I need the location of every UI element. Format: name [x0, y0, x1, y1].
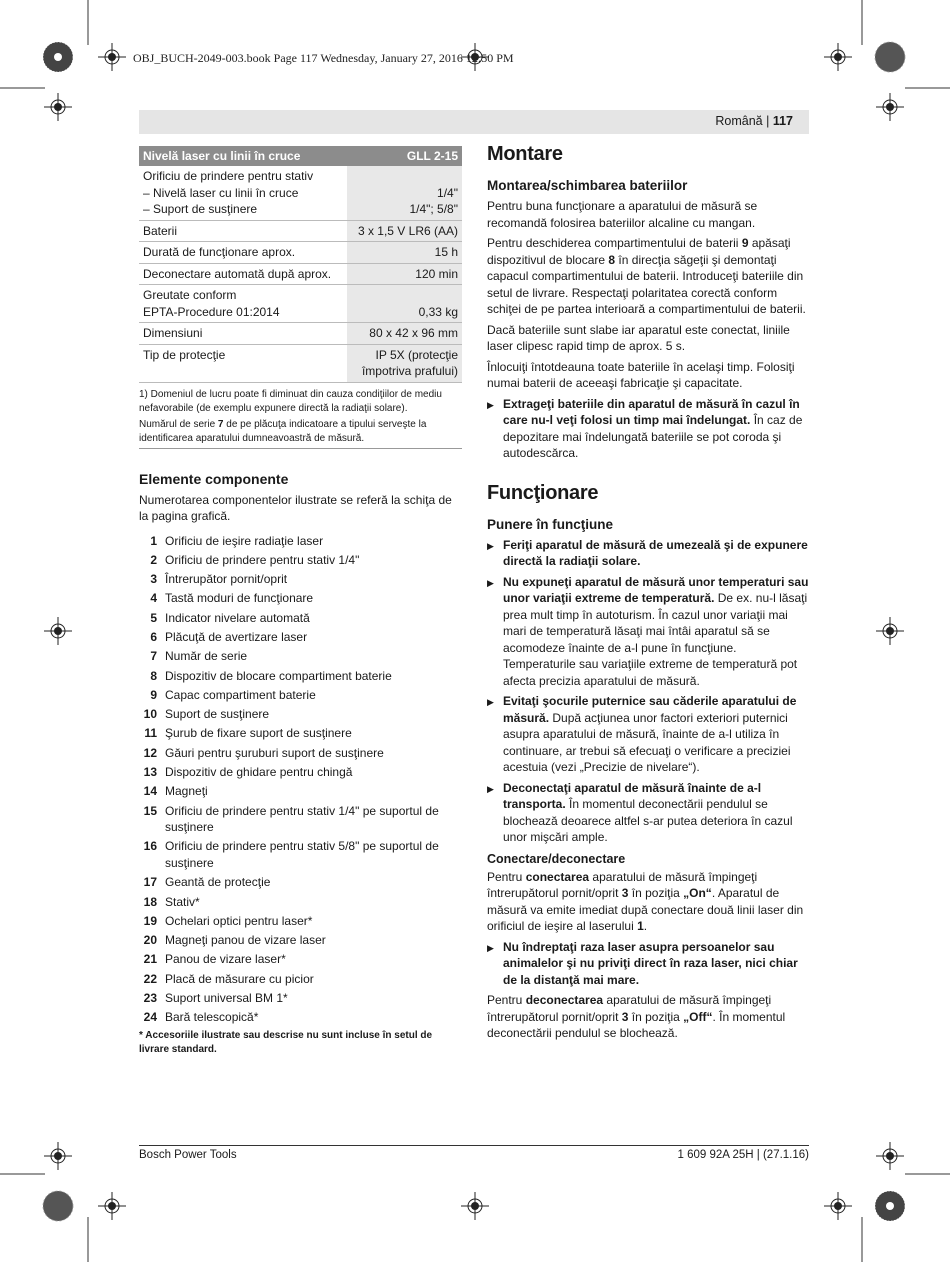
item-text: Şurub de fixare suport de susţinere — [165, 726, 352, 741]
item-text: Plăcuţă de avertizare laser — [165, 629, 308, 644]
spec-value-line: împotriva prafului) — [361, 364, 458, 378]
item-number: 10 — [143, 707, 157, 722]
spec-value — [347, 323, 462, 345]
spec-table-body — [139, 166, 462, 382]
item-number: 17 — [143, 875, 157, 890]
item-number: 4 — [150, 591, 157, 606]
list-item — [139, 668, 462, 685]
list-item — [139, 552, 462, 569]
spec-value-line — [351, 168, 458, 185]
text: Pentru deschiderea compartimentului de baterii — [487, 236, 742, 250]
list-item — [139, 874, 462, 891]
spec-value-line: 1/4" — [437, 185, 458, 200]
spec-label-line: Durată de funcţionare aprox. — [143, 245, 296, 259]
triangle-bullet-icon: ▶ — [487, 942, 494, 953]
components-heading: Elemente componente — [139, 470, 289, 487]
text: . În momentul deconectării pendulul se blochează. — [487, 1009, 786, 1040]
spec-value-line: 120 min — [415, 266, 458, 281]
text: în poziţia — [628, 1009, 684, 1024]
list-item — [139, 610, 462, 627]
triangle-bullet-icon: ▶ — [487, 399, 494, 410]
spec-table-title: Nivelă laser cu linii în cruce — [139, 146, 347, 166]
spec-label-line: Dimensiuni — [143, 326, 203, 340]
item-number: 11 — [144, 726, 157, 741]
item-number: 18 — [143, 894, 157, 909]
footnote-1: 1) Domeniul de lucru poate fi diminuat din cauza condiţiilor de mediu nefavorabile (de exemplu expunere directă la radiaţii solare). — [139, 388, 442, 414]
spec-row — [139, 166, 462, 220]
list-item — [139, 913, 462, 930]
list-item — [139, 951, 462, 968]
batteries-subheading: Montarea/schimbarea bateriilor — [487, 178, 688, 193]
spec-value-line: IP 5X (protecţie — [375, 347, 458, 362]
item-text: Indicator nivelare automată — [165, 610, 310, 625]
item-number: 2 — [150, 552, 157, 567]
list-item — [139, 745, 462, 762]
triangle-bullet-icon: ▶ — [487, 783, 494, 794]
item-text: Orificiu de prindere pentru stativ 1/4" — [165, 552, 360, 567]
item-text: Magneţi — [165, 784, 208, 799]
triangle-bullet-icon: ▶ — [487, 577, 494, 588]
text: în direcţia săgeţii şi demontaţi capacul compartimentului de baterii. Introduceţi bateriile din setul de livrare. Respectaţi polaritatea corectă conform schiţei de pe partea interioară a compartimentului de baterii. — [487, 252, 806, 316]
item-text: Orificiu de prindere pentru stativ 1/4" pe suportul de susţinere — [165, 803, 439, 835]
spec-label-line: Tip de protecţie — [143, 347, 226, 362]
list-item — [139, 1009, 462, 1026]
item-text: Dispozitiv de blocare compartiment baterie — [165, 668, 392, 683]
spec-value-line — [351, 287, 458, 304]
ref-number: 1 — [637, 919, 644, 933]
ref-number: 3 — [621, 886, 629, 900]
spec-value — [347, 242, 462, 264]
triangle-bullet-icon: ▶ — [487, 540, 494, 551]
list-item — [139, 629, 462, 646]
on-off-subheading: Conectare/deconectare — [487, 851, 626, 866]
functionare-warning-3 — [487, 693, 809, 776]
item-number: 3 — [150, 572, 157, 587]
spec-value-line: 1/4"; 5/8" — [409, 202, 458, 216]
text: apăsaţi dispozitivul de blocare — [487, 236, 791, 267]
footer-rule — [139, 1145, 809, 1146]
warning-text: De ex. nu-l lăsaţi prea mult timp în autoturism. În cazul unor variaţii mai mari de temperatură lăsaţi mai întâi aparatul să se acomodeze înainte de a-l pune în funcţiune. Temperaturile sau variaţiile extreme de temperatură pot afecta precizia aparatului de măsură. — [503, 591, 808, 688]
list-item — [139, 571, 462, 588]
montare-paragraph-1: Pentru buna funcţionare a aparatului de măsură se recomandă folosirea bateriilor alcaline cu mangan. — [487, 199, 758, 230]
warning-bold: Extrageţi bateriile din aparatul de măsură în cazul în care nu-l veţi folosi un timp mai îndelungat. — [503, 396, 800, 427]
spec-label-line: – Suport de susţinere — [143, 202, 258, 216]
montare-paragraph-2 — [487, 235, 809, 318]
page-number: 117 — [772, 114, 793, 128]
item-number: 15 — [143, 803, 157, 818]
list-item — [139, 803, 462, 836]
page-header: Română | 117 — [715, 114, 793, 128]
components-intro: Numerotarea componentelor ilustrate se referă la schiţa de la pagina grafică. — [139, 492, 452, 523]
item-number: 14 — [143, 784, 157, 799]
list-item — [139, 838, 462, 871]
ref-number: 9 — [741, 236, 749, 250]
spec-row — [139, 263, 462, 285]
item-text: Întrerupător pornit/oprit — [165, 572, 288, 587]
list-item — [139, 590, 462, 607]
item-number: 23 — [143, 991, 157, 1006]
item-number: 6 — [150, 629, 157, 644]
spec-label — [139, 344, 347, 382]
item-text: Magneţi panou de vizare laser — [165, 933, 326, 948]
emphasis: conectarea — [525, 869, 590, 884]
footer-brand: Bosch Power Tools — [139, 1149, 237, 1161]
item-text: Suport universal BM 1* — [165, 991, 288, 1006]
list-item — [139, 706, 462, 723]
language-label: Română — [715, 114, 763, 128]
spec-value-line: 15 h — [434, 245, 458, 259]
list-item — [139, 990, 462, 1007]
spec-label — [139, 242, 347, 264]
item-text: Bară telescopică* — [165, 1010, 259, 1025]
item-text: Dispozitiv de ghidare pentru chingă — [165, 765, 353, 780]
item-text: Număr de serie — [165, 649, 248, 664]
item-text: Geantă de protecţie — [165, 875, 271, 890]
spec-value — [347, 263, 462, 285]
montare-paragraph-3: Dacă bateriile sunt slabe iar aparatul este conectat, liniile laser clipesc rapid timp de aprox. 5 s. — [487, 322, 790, 353]
emphasis: „On“ — [683, 886, 712, 900]
item-text: Capac compartiment baterie — [165, 687, 316, 702]
item-number: 7 — [150, 649, 157, 664]
spec-label-line: Orificiu de prindere pentru stativ — [143, 169, 314, 183]
montare-heading: Montare — [487, 143, 563, 165]
montare-paragraph-4: Înlocuiţi întotdeauna toate bateriile în acelaşi timp. Folosiţi numai baterii de aceeaşi fabricaţie şi capacitate. — [487, 359, 795, 390]
spec-row — [139, 323, 462, 345]
spec-label — [139, 323, 347, 345]
montare-warning — [487, 396, 809, 462]
list-item — [139, 687, 462, 704]
spec-value-line: 0,33 kg — [418, 304, 458, 319]
item-number: 24 — [143, 1010, 157, 1025]
warning-bold: Feriţi aparatul de măsură de umezeală şi de expunere directă la radiaţii solare. — [503, 537, 808, 568]
item-number: 12 — [143, 745, 157, 760]
spec-label — [139, 263, 347, 285]
right-column — [487, 143, 809, 1046]
item-number: 19 — [143, 913, 157, 928]
warning-text: După acţiunea unor factori exteriori puternici asupra aparatului de măsură, înainte de a-l utiliza în continuare, ar trebui să efecuaţi o verificare a preciziei acestuia (vezi „Precizie de nivelare“). — [503, 710, 791, 774]
ref-number: 3 — [621, 1009, 629, 1024]
spec-label-line: Deconectare automată după aprox. — [143, 266, 332, 281]
spec-row — [139, 220, 462, 242]
spec-label — [139, 285, 347, 323]
footnote-2-text: Numărul de serie — [139, 418, 218, 430]
item-text: Panou de vizare laser* — [165, 952, 286, 967]
text: în poziţia — [628, 886, 684, 900]
accessories-note: * Accesoriile ilustrate sau descrise nu sunt incluse în setul de livrare standard. — [139, 1029, 433, 1055]
emphasis: „Off“ — [683, 1009, 713, 1024]
item-text: Ochelari optici pentru laser* — [165, 913, 313, 928]
list-item — [139, 932, 462, 949]
spec-table-model: GLL 2-15 — [347, 146, 462, 166]
item-number: 5 — [150, 610, 157, 625]
spec-value — [347, 344, 462, 382]
footer-doc-number: 1 609 92A 25H | (27.1.16) — [677, 1149, 809, 1161]
item-text: Găuri pentru şuruburi suport de susţinere — [165, 745, 384, 760]
file-header: OBJ_BUCH-2049-003.book Page 117 Wednesday, January 27, 2016 12:50 PM — [133, 51, 514, 65]
warning-bold: Evitaţi şocurile puternice sau căderile aparatului de măsură. — [503, 694, 797, 725]
list-item — [139, 894, 462, 911]
spec-label-line: Greutate conform — [143, 288, 237, 302]
switch-off-paragraph — [487, 992, 809, 1042]
spec-value-line: 80 x 42 x 96 mm — [369, 326, 458, 340]
triangle-bullet-icon: ▶ — [487, 697, 494, 707]
footnote-2-ref: 7 — [217, 418, 224, 430]
laser-warning — [487, 939, 809, 989]
list-item — [139, 764, 462, 781]
item-text: Stativ* — [165, 894, 200, 909]
text: . Aparatul de măsură va emite imediat după conectare două linii laser din orificiul de ieşire al laserului — [487, 886, 804, 933]
item-number: 20 — [143, 933, 157, 948]
ref-number: 8 — [608, 252, 616, 267]
divider — [139, 448, 462, 449]
spec-value-line: 3 x 1,5 V LR6 (AA) — [357, 223, 458, 238]
list-item — [139, 533, 462, 550]
warning-text: În caz de depozitare mai îndelungată bateriile se pot coroda şi autodescărca. — [503, 413, 803, 460]
components-list — [139, 533, 462, 1026]
functionare-warning-2 — [487, 574, 809, 690]
item-number: 1 — [150, 533, 157, 548]
spec-table — [139, 146, 462, 383]
warning-text: În momentul deconectării pendulul se blochează deoarece altfel s-ar putea deteriora în cazul unor mişcări ample. — [503, 797, 793, 844]
functionare-heading: Funcţionare — [487, 481, 599, 504]
page-header-band — [139, 110, 809, 134]
spec-row — [139, 344, 462, 382]
start-subheading: Punere în funcţiune — [487, 516, 614, 532]
item-number: 21 — [143, 952, 157, 967]
text: aparatului de măsură împingeţi întrerupătorul pornit/oprit — [487, 993, 772, 1024]
text: Pentru — [487, 869, 526, 884]
spec-table-header — [139, 146, 462, 166]
footnote-2 — [139, 418, 462, 446]
switch-on-paragraph — [487, 869, 809, 935]
spec-label — [139, 166, 347, 220]
spec-label-line: EPTA-Procedure 01:2014 — [143, 304, 280, 319]
item-text: Tastă moduri de funcţionare — [165, 591, 314, 606]
functionare-warning-4 — [487, 780, 809, 846]
spec-label-line: – Nivelă laser cu linii în cruce — [143, 185, 299, 200]
functionare-warning-1 — [487, 537, 809, 570]
text: Pentru — [487, 993, 526, 1007]
item-number: 13 — [143, 765, 157, 780]
emphasis: deconectarea — [525, 993, 604, 1007]
item-number: 16 — [143, 839, 157, 854]
spec-value — [347, 285, 462, 323]
footnote-2-text-end: de pe plăcuţa indicatoare a tipului serveşte la identificarea aparatului dumneavoastră de măsură. — [139, 418, 427, 444]
spec-label-line: Baterii — [143, 223, 178, 238]
left-column — [139, 146, 462, 1057]
list-item — [139, 725, 462, 742]
spec-row — [139, 285, 462, 323]
item-number: 9 — [150, 687, 157, 702]
spec-value — [347, 166, 462, 220]
item-text: Suport de susţinere — [165, 707, 270, 722]
spec-footnotes — [139, 388, 462, 446]
list-item — [139, 648, 462, 665]
item-text: Orificiu de prindere pentru stativ 5/8" pe suportul de susţinere — [165, 839, 439, 870]
text: . — [643, 919, 648, 933]
text: aparatului de măsură împingeţi întrerupătorul pornit/oprit — [487, 869, 758, 900]
spec-row — [139, 242, 462, 264]
item-text: Orificiu de ieşire radiaţie laser — [165, 533, 324, 548]
spec-label — [139, 220, 347, 242]
warning-bold: Nu îndreptaţi raza laser asupra persoanelor sau animalelor şi nu priviţi direct în raza laser, nici chiar de la distanţă mai mare. — [503, 939, 798, 987]
list-item — [139, 783, 462, 800]
spec-value — [347, 220, 462, 242]
warning-bold: Nu expuneţi aparatul de măsură unor temperaturi sau unor variaţii extreme de temperatură. — [503, 574, 809, 605]
item-number: 22 — [143, 971, 157, 986]
list-item — [139, 971, 462, 988]
warning-bold: Deconectaţi aparatul de măsură înainte de a-l transporta. — [503, 780, 762, 811]
item-number: 8 — [150, 668, 157, 683]
item-text: Placă de măsurare cu picior — [165, 971, 314, 986]
